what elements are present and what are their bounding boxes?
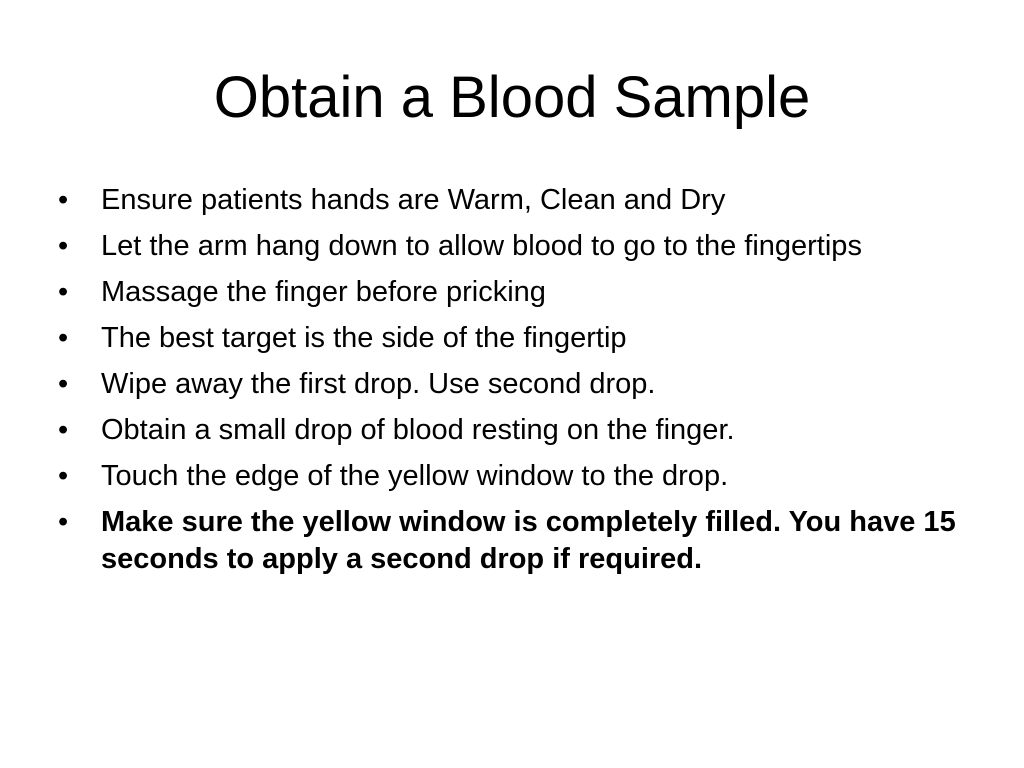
bullet-item (56, 458, 956, 495)
bullet-icon: • (58, 368, 69, 400)
bullet-item (56, 274, 956, 311)
bullet-text: Touch the edge of the yellow window to the drop. (101, 460, 729, 492)
bullet-text: Ensure patients hands are Warm, Clean and Dry (101, 184, 726, 216)
bullet-icon: • (58, 322, 69, 354)
bullet-icon: • (58, 414, 69, 446)
bullet-text: The best target is the side of the fingertip (101, 322, 627, 354)
bullet-icon: • (58, 506, 69, 538)
bullet-item-emphasis (56, 504, 956, 578)
bullet-text: Make sure the yellow window is completely filled. You have 15 seconds to apply a second drop if required. (101, 506, 956, 575)
bullet-item (56, 320, 956, 357)
bullet-icon: • (58, 184, 69, 216)
bullet-item (56, 228, 956, 265)
bullet-item (56, 412, 956, 449)
bullet-text: Wipe away the first drop. Use second drop. (101, 368, 656, 400)
bullet-item (56, 182, 956, 219)
bullet-icon: • (58, 460, 69, 492)
bullet-item (56, 366, 956, 403)
bullet-text: Obtain a small drop of blood resting on the finger. (101, 414, 735, 446)
bullet-text: Massage the finger before pricking (101, 276, 546, 308)
bullet-icon: • (58, 276, 69, 308)
slide-title: Obtain a Blood Sample (213, 65, 811, 130)
bullet-text: Let the arm hang down to allow blood to go to the fingertips (101, 230, 862, 262)
bullet-list (56, 182, 956, 587)
bullet-icon: • (58, 230, 69, 262)
